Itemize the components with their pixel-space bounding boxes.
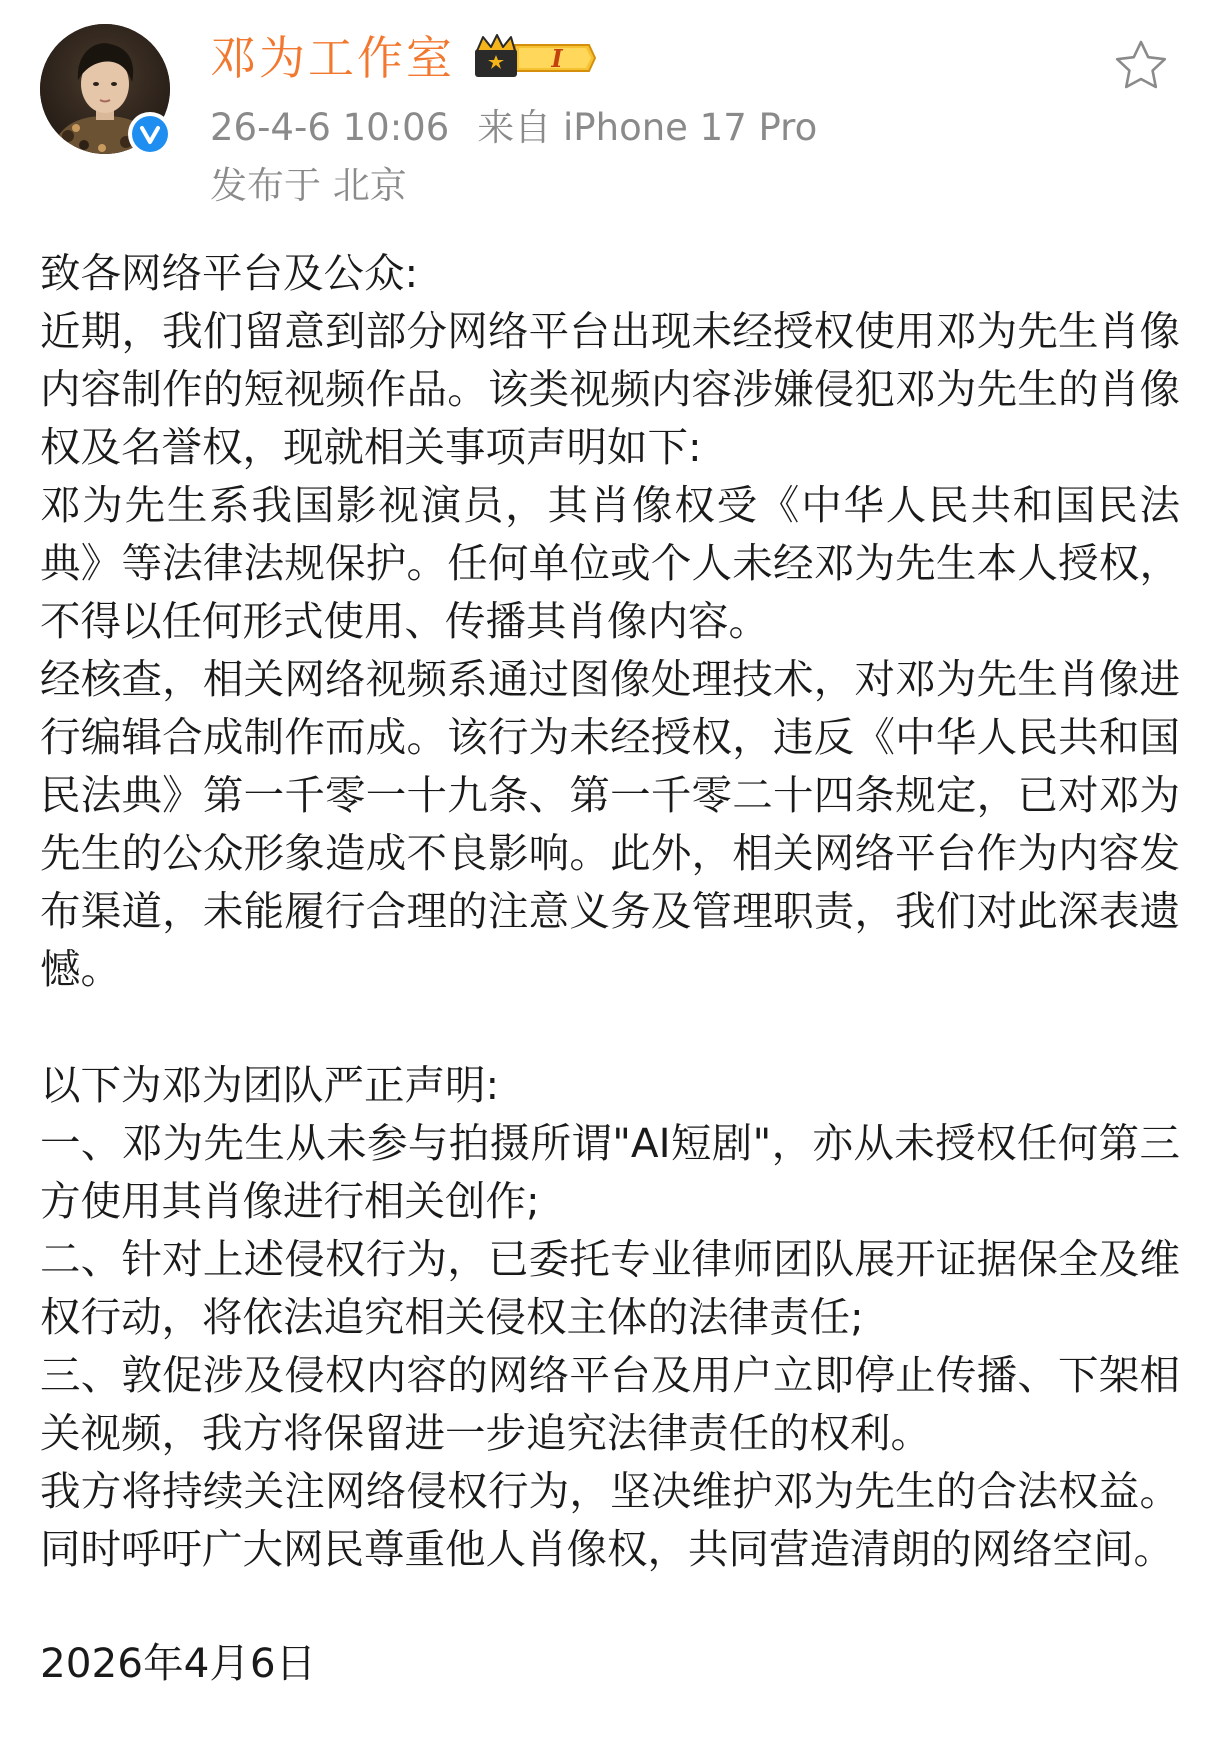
favorite-button[interactable] — [1112, 38, 1170, 96]
paragraph-3: 经核查，相关网络视频系通过图像处理技术，对邓为先生肖像进行编辑合成制作而成。该行为未经授权，违反《中华人民共和国民法典》第一千零一十九条、第一千零二十四条规定，已对邓为先生的公众形象造成不良影响。此外，相关网络平台作为内容发布渠道，未能履行合理的注意义务及管理职责，我们对此深表遗憾。 — [40, 655, 1180, 993]
post-content — [40, 244, 1180, 1692]
post-location: 发布于 北京 — [210, 164, 407, 207]
statement-item-2: 二、针对上述侵权行为，已委托专业律师团队展开证据保全及维权行动，将依法追究相关侵权主体的法律责任; — [40, 1235, 1180, 1341]
post-meta — [210, 102, 817, 154]
verified-check-icon — [131, 115, 169, 153]
greeting: 致各网络平台及公众: — [40, 249, 419, 297]
author-name[interactable]: 邓为工作室 — [210, 31, 455, 85]
vip-level-text: I — [551, 44, 563, 73]
paragraph-spacer — [40, 998, 1180, 1056]
post-source: 来自 iPhone 17 Pro — [477, 106, 818, 149]
paragraph-2: 邓为先生系我国影视演员，其肖像权受《中华人民共和国民法典》等法律法规保护。任何单位或个人未经邓为先生本人授权，不得以任何形式使用、传播其肖像内容。 — [40, 481, 1180, 645]
star-outline-icon — [1112, 38, 1170, 96]
closing-paragraph: 我方将持续关注网络侵权行为，坚决维护邓为先生的合法权益。同时呼吁广大网民尊重他人肖像权，共同营造清朗的网络空间。 — [40, 1467, 1180, 1573]
statement-item-3: 三、敦促涉及侵权内容的网络平台及用户立即停止传播、下架相关视频，我方将保留进一步追究法律责任的权利。 — [40, 1351, 1180, 1457]
post-date: 26-4-6 10:06 — [210, 106, 450, 149]
signature-date: 2026年4月6日 — [40, 1639, 317, 1687]
statement-heading: 以下为邓为团队严正声明: — [40, 1061, 500, 1109]
verified-badge — [128, 112, 172, 156]
post-header — [0, 0, 1216, 240]
paragraph-1: 近期，我们留意到部分网络平台出现未经授权使用邓为先生肖像内容制作的短视频作品。该类视频内容涉嫌侵犯邓为先生的肖像权及名誉权，现就相关事项声明如下: — [40, 307, 1180, 471]
statement-item-1: 一、邓为先生从未参与拍摄所谓"AI短剧"，亦从未授权任何第三方使用其肖像进行相关创作; — [40, 1119, 1180, 1225]
vip-crown-badge-icon[interactable] — [471, 33, 597, 83]
author-row — [210, 28, 597, 88]
